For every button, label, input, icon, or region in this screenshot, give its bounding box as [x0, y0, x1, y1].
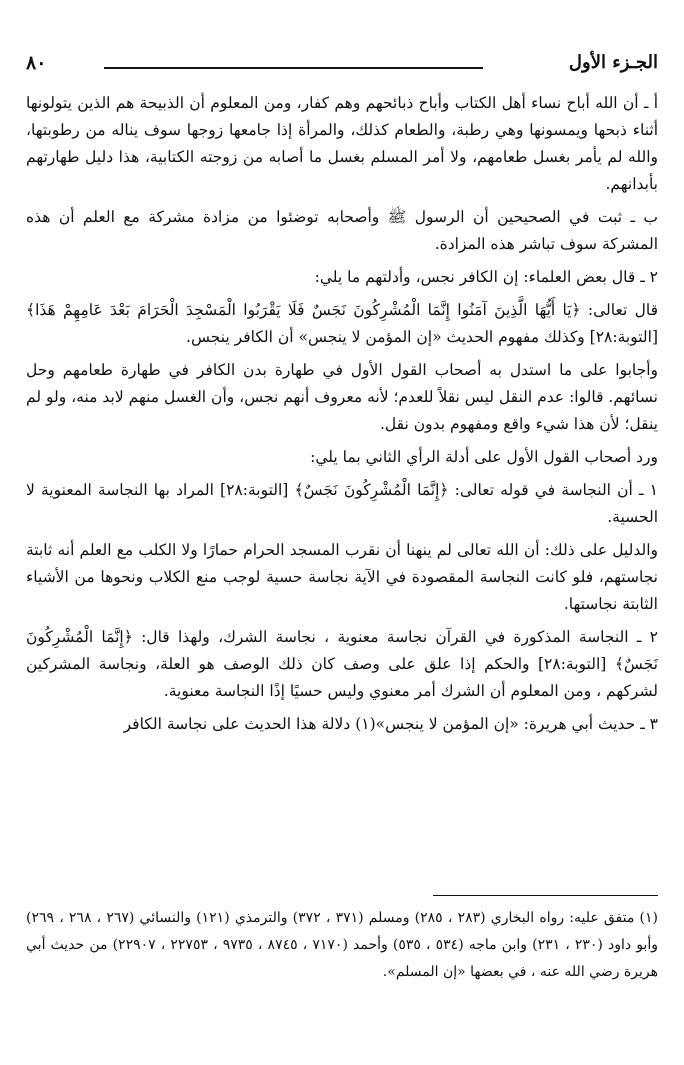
- paragraph: أ ـ أن الله أباح نساء أهل الكتاب وأباح ذبائحهم وهم كفار، ومن المعلوم أن الذبيحة هم الذين يتولونها أثناء ذبحها ويمسونها وهي رطبة، والطعام كذلك، والمرأة إذا جامعها زوجها سوف يناله من رطوبتها، والله لم يأمر بغسل طعامهم، ولا أمر المسلم بغسل ما أصابه من زوجته الكتابية، هذا دليل طهارتهم بأبدانهم.: [26, 94, 658, 193]
- paragraph: ٢ ـ النجاسة المذكورة في القرآن نجاسة معنوية ، نجاسة الشرك، ولهذا قال: ﴿إِنَّمَا الْمُشْرِكُونَ نَجَسٌ﴾ [التوبة:٢٨] والحكم إذا علق على وصف كان ذلك الوصف هو العلة، ونجاسة المشركين لشركهم ، ومن المعلوم أن الشرك أمر معنوي وليس حسيًا إذًا النجاسة معنوية.: [26, 628, 658, 700]
- paragraph: وأجابوا على ما استدل به أصحاب القول الأول في طهارة بدن الكافر في طهارة طعامهم وحل نسائهم. قالوا: عدم النقل ليس نقلاً للعدم؛ لأنه معروف أنهم نجس، وأن الغسل منهم لابد منه، ولو لم ينقل؛ لأن هذا شيء واقع ومفهوم بدون نقل.: [26, 361, 658, 433]
- paragraph: قال تعالى: ﴿يَا أَيُّهَا الَّذِينَ آمَنُوا إِنَّمَا الْمُشْرِكُونَ نَجَسٌ فَلَا يَقْرَبُوا الْمَسْجِدَ الْحَرَامَ بَعْدَ عَامِهِمْ هَذَا﴾ [التوبة:٢٨] وكذلك مفهوم الحديث «إن المؤمن لا ينجس» أن الكافر ينجس.: [26, 301, 658, 346]
- footnote-text: (١) متفق عليه: رواه البخاري (٢٨٣ ، ٢٨٥) ومسلم (٣٧١ ، ٣٧٢) والترمذي (١٢١) والنسائي (٢٦٧ ، ٢٦٨ ، ٢٦٩) وأبو داود (٢٣٠ ، ٢٣١) وابن ماجه (٥٣٤ ، ٥٣٥) وأحمد (٧١٧٠ ، ٨٧٤٥ ، ٩٧٣٥ ، ٢٢٧٥٣ ، ٢٢٩٠٧) من حديث أبي هريرة رضي الله عنه ، في بعضها «إن المسلم».: [26, 910, 659, 980]
- running-title: الجـزء الأول: [568, 52, 658, 73]
- page-header: [26, 52, 658, 82]
- header-rule: [104, 67, 483, 69]
- paragraph: ب ـ ثبت في الصحيحين أن الرسول ﷺ وأصحابه توضئوا من مزادة مشركة مع العلم أن هذه المشركة سوف تباشر هذه المزادة.: [26, 208, 658, 253]
- paragraph: ٣ ـ حديث أبي هريرة: «إن المؤمن لا ينجس»(١) دلالة هذا الحديث على نجاسة الكافر: [123, 715, 658, 733]
- paragraph: ١ ـ أن النجاسة في قوله تعالى: ﴿إِنَّمَا الْمُشْرِكُونَ نَجَسٌ﴾ [التوبة:٢٨] المراد بها النجاسة المعنوية لا الحسية.: [26, 481, 658, 526]
- paragraph: ورد أصحاب القول الأول على أدلة الرأي الثاني بما يلي:: [310, 448, 658, 466]
- paragraph: والدليل على ذلك: أن الله تعالى لم ينهنا أن نقرب المسجد الحرام حمارًا ولا الكلب مع العلم أنه ثابتة نجاستهم، فلو كانت النجاسة المقصودة في الآية نجاسة حسية لوجب منع الكلاب ونحوها من الأشياء الثابتة نجاستها.: [26, 541, 658, 613]
- footnote: [26, 905, 658, 986]
- main-text: [26, 90, 658, 744]
- page-number: ٨٠: [26, 52, 47, 74]
- footnote-separator: [433, 895, 658, 896]
- paragraph: ٢ ـ قال بعض العلماء: إن الكافر نجس، وأدلتهم ما يلي:: [314, 268, 658, 286]
